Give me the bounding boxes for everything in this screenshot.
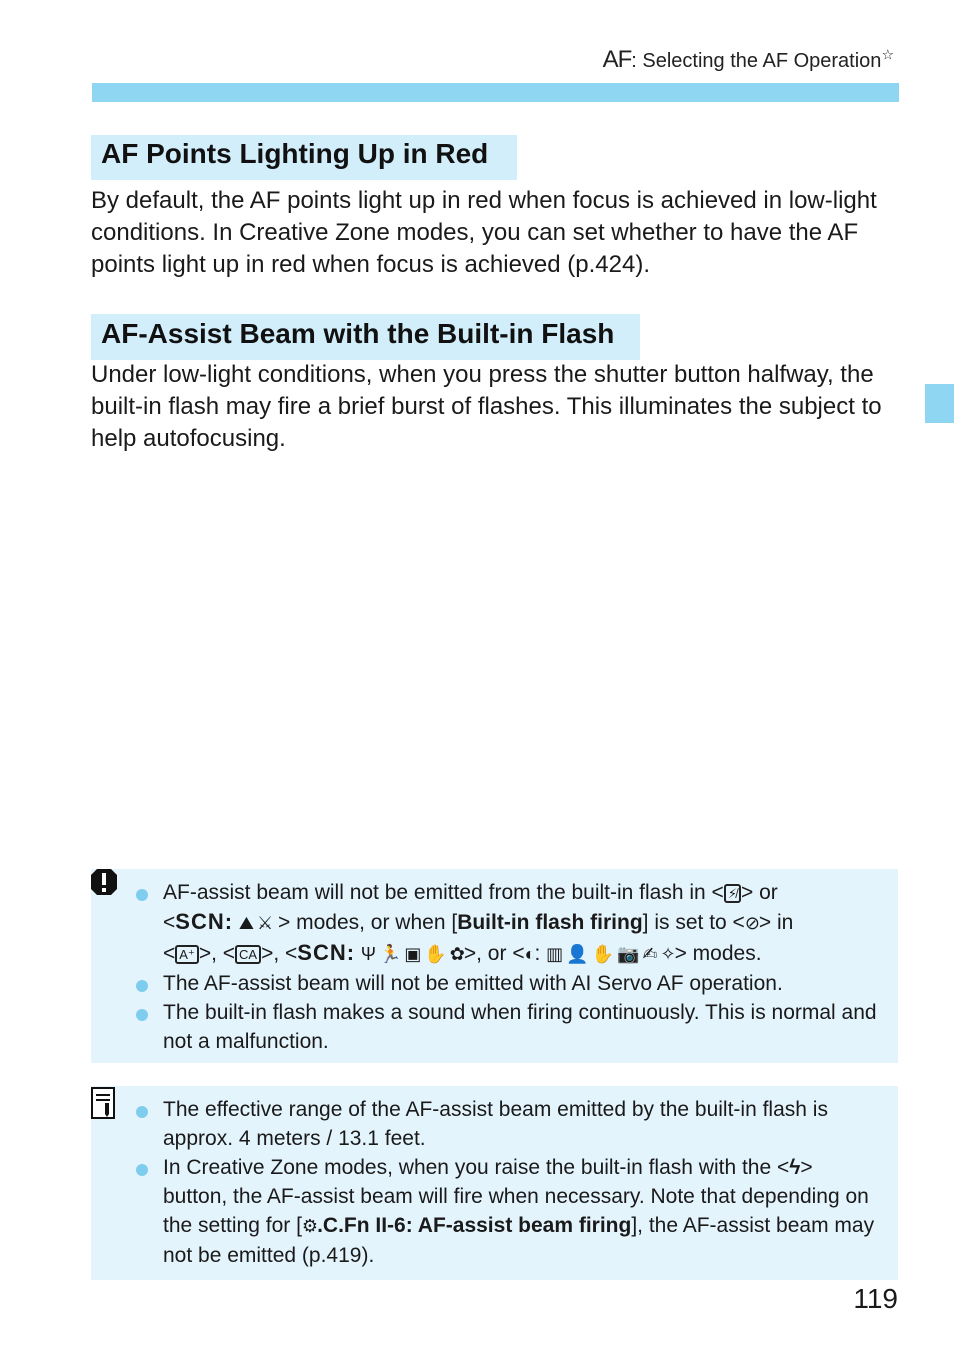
creative-filter-icon: ◐: [524, 944, 535, 964]
bullet-icon: [136, 889, 148, 901]
section-body-af-points: By default, the AF points light up in red when focus is achieved in low-light conditions. In Creative Zone modes, you can set whether to have the AF points light up in red when focus is achieved (p.424).: [91, 187, 877, 278]
star-icon: ☆: [881, 46, 894, 63]
list-item: AF-assist beam will not be emitted from the built-in flash in < ⚡̸ > or <SCN: ⛰ ⚔ > modes, or when [Built-in flash firing] is set to <⊘> in < A⁺ >, < CA >, <SCN: Ψ 🏃 ▣ ✋ ✿>, or <◐: ▥ 👤 ✋ 📷 ✍ ✧> modes.: [133, 878, 878, 969]
scene-icons: Ψ 🏃 ▣ ✋ ✿: [360, 944, 464, 964]
section-heading-af-points: AF Points Lighting Up in Red: [91, 135, 517, 180]
bullet-icon: [136, 1009, 148, 1021]
header-rule: [92, 83, 899, 102]
scn-mode-icon: SCN:: [175, 909, 234, 934]
af-mode-icon: AF: [602, 46, 632, 73]
filter-icons: ▥ 👤 ✋ 📷 ✍ ✧: [546, 944, 675, 964]
scn-mode-icon: SCN:: [297, 940, 356, 965]
section-body-af-assist: Under low-light conditions, when you press the shutter button halfway, the built-in flash may fire a brief burst of flashes. This illuminates the subject to help autofocusing.: [91, 361, 882, 452]
flash-icon: ϟ: [789, 1156, 801, 1179]
caution-icon: [89, 867, 119, 897]
flash-off-icon: ⚡̸: [724, 884, 741, 903]
flash-disabled-icon: ⊘: [744, 913, 759, 933]
list-item: The built-in flash makes a sound when firing continuously. This is normal and not a malfunction.: [133, 998, 878, 1056]
running-header: [603, 46, 894, 74]
bullet-icon: [136, 1164, 148, 1176]
custom-function-icon: ⚙: [301, 1216, 318, 1236]
creative-auto-icon: CA: [235, 945, 261, 964]
list-item: The effective range of the AF-assist beam emitted by the built-in flash is approx. 4 meters / 13.1 feet.: [133, 1095, 878, 1153]
page-number: 119: [853, 1283, 898, 1314]
memo-icon: [89, 1086, 119, 1120]
bullet-icon: [136, 1106, 148, 1118]
caution-list: [133, 878, 878, 1056]
bullet-icon: [136, 980, 148, 992]
chapter-tab: [925, 384, 954, 423]
scene-intelligent-auto-icon: A⁺: [175, 945, 199, 964]
section-heading-af-assist: AF-Assist Beam with the Built-in Flash: [91, 314, 640, 360]
caution-box: [91, 869, 898, 1063]
scene-icons: ⛰ ⚔: [238, 913, 273, 933]
memo-box: [91, 1086, 898, 1280]
memo-list: [133, 1095, 878, 1270]
list-item: In Creative Zone modes, when you raise the built-in flash with the <ϟ> button, the AF-assist beam will fire when necessary. Note that depending on the setting for [⚙.C.Fn II-6: AF-assist beam firing], the AF-assist beam may not be emitted (p.419).: [133, 1153, 878, 1270]
header-title: : Selecting the AF Operation: [631, 50, 882, 72]
list-item: The AF-assist beam will not be emitted with AI Servo AF operation.: [133, 969, 878, 998]
